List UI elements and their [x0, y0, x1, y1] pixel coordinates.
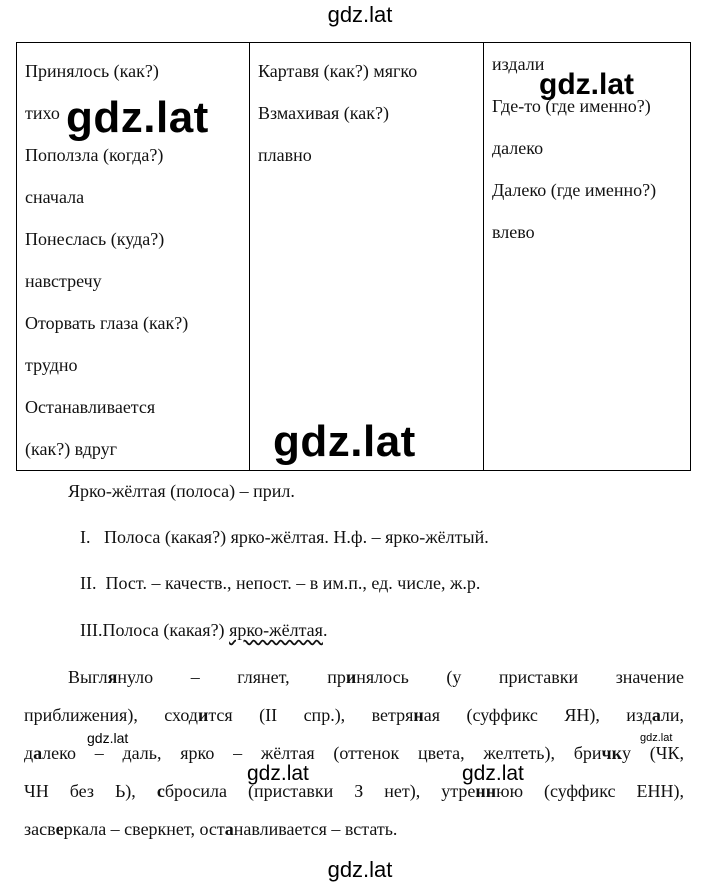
- text: леко – даль, ярко – жёлтая (оттенок цвета, желтеть), бри: [42, 743, 602, 763]
- text: приближения), сход: [24, 705, 198, 725]
- text: ЧН без Ь),: [24, 781, 157, 801]
- cell-line: влево: [492, 222, 535, 242]
- analysis-heading: Ярко-жёлтая (полоса) – прил.: [68, 481, 295, 501]
- cell-line: Поползла (когда?): [25, 145, 164, 165]
- cell-line: далеко: [492, 138, 544, 158]
- cell-line: навстречу: [25, 271, 102, 291]
- text: ая (суффикс ЯН), изд: [423, 705, 652, 725]
- text: д: [24, 743, 34, 763]
- analysis-item-3: [80, 620, 327, 641]
- bold-letter: а: [224, 819, 234, 839]
- cell-line: сначала: [25, 187, 85, 207]
- watermark-small: gdz.lat: [87, 730, 129, 746]
- bold-letter: чк: [601, 743, 623, 763]
- bold-letter: е: [55, 819, 64, 839]
- cell-line: (как?) вдруг: [25, 439, 118, 459]
- watermark-small: gdz.lat: [640, 732, 673, 744]
- text: у (ЧК,: [622, 743, 684, 763]
- explanation-paragraph: [24, 658, 684, 848]
- analysis-item-3-prefix: III.Полоса (какая?): [80, 620, 230, 640]
- table-column-3: [484, 43, 691, 471]
- text: ркала – сверкнет, ост: [63, 819, 225, 839]
- text: засв: [24, 819, 56, 839]
- cell-line: Далеко (где именно?): [492, 180, 657, 200]
- paragraph-line-4: [24, 772, 684, 810]
- bold-letter: а: [33, 743, 43, 763]
- analysis-item-3-underlined: ярко-жёлтая: [229, 620, 323, 640]
- cell-line: Где-то (где именно?): [492, 96, 651, 116]
- analysis-item-1: I. Полоса (какая?) ярко-жёлтая. Н.ф. – ярко-жёлтый.: [80, 527, 489, 547]
- bold-letter: с: [156, 781, 165, 801]
- watermark-bottom: gdz.lat: [327, 857, 393, 882]
- watermark-top: gdz.lat: [327, 2, 393, 27]
- bold-letter: я: [107, 667, 118, 687]
- paragraph-line-2: [24, 696, 684, 734]
- text: Выгл: [68, 667, 108, 687]
- text: юю (суффикс ЕНН),: [496, 781, 684, 801]
- text: нуло – глянет, пр: [117, 667, 346, 687]
- text: навливается – встать.: [233, 819, 398, 839]
- bold-letter: и: [197, 705, 209, 725]
- cell-line: трудно: [25, 355, 78, 375]
- watermark-small: gdz.lat: [462, 762, 524, 785]
- cell-line: Понеслась (куда?): [25, 229, 165, 249]
- bold-letter: нн: [475, 781, 497, 801]
- cell-line: Останавливается: [25, 397, 156, 417]
- paragraph-line-1: [24, 658, 684, 696]
- paragraph-line-5: [24, 810, 684, 848]
- bold-letter: и: [345, 667, 357, 687]
- text: тся (II спр.), ветря: [208, 705, 414, 725]
- bold-letter: а: [651, 705, 661, 725]
- cell-line: Принялось (как?): [25, 61, 159, 81]
- watermark-large: gdz.lat: [66, 93, 209, 142]
- cell-line: Оторвать глаза (как?): [25, 313, 189, 333]
- cell-line: плавно: [258, 145, 312, 165]
- cell-line: тихо: [25, 103, 60, 123]
- cell-line: Картавя (как?) мягко: [258, 61, 418, 81]
- analysis-item-2: II. Пост. – качеств., непост. – в им.п., ед. числе, ж.р.: [80, 573, 481, 593]
- cell-line: издали: [492, 54, 545, 74]
- watermark-small: gdz.lat: [247, 762, 309, 785]
- cell-line: Взмахивая (как?): [258, 103, 389, 123]
- watermark-medium: gdz.lat: [539, 68, 634, 101]
- text: нялось (у приставки значение: [356, 667, 684, 687]
- text: бросила (приставки З нет), утре: [164, 781, 476, 801]
- table-column-2: [250, 43, 484, 471]
- analysis-item-3-suffix: .: [322, 620, 328, 640]
- bold-letter: н: [413, 705, 424, 725]
- text: ли,: [660, 705, 685, 725]
- watermark-large: gdz.lat: [273, 417, 416, 466]
